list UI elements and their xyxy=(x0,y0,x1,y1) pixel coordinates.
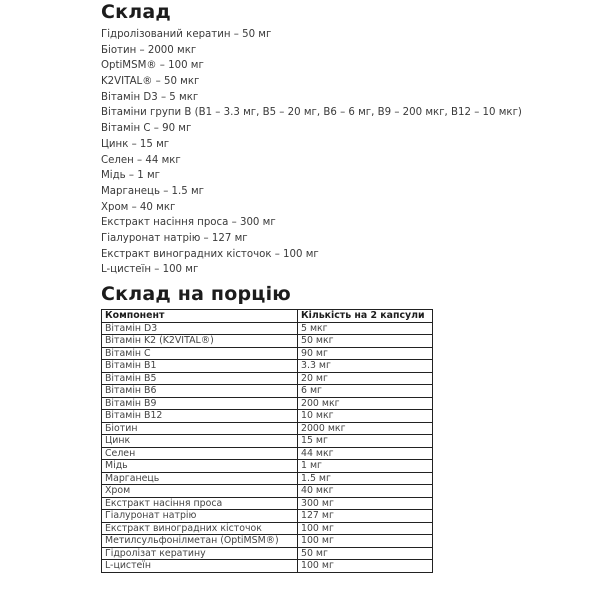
table-row xyxy=(102,410,433,423)
table-row xyxy=(102,510,433,523)
component-cell: Гідролізат кератину xyxy=(102,547,298,560)
composition-heading: Склад xyxy=(101,1,171,23)
component-cell: Екстракт насіння проса xyxy=(102,497,298,510)
table-row xyxy=(102,435,433,448)
ingredient-item: L-цистеїн – 100 мг xyxy=(101,264,199,276)
component-cell: Гіалуронат натрію xyxy=(102,510,298,523)
table-row xyxy=(102,397,433,410)
ingredient-item: Гідролізований кератин – 50 мг xyxy=(101,29,272,40)
component-cell: Екстракт виноградних кісточок xyxy=(102,522,298,535)
table-row xyxy=(102,322,433,335)
amount-cell: 200 мкг xyxy=(298,397,433,410)
ingredient-item: Селен – 44 мкг xyxy=(101,154,181,166)
serving-composition-heading: Склад на порцію xyxy=(101,283,291,305)
table-header-row xyxy=(102,310,433,323)
ingredient-item: Марганець – 1.5 мг xyxy=(101,185,205,197)
ingredient-item: Цинк – 15 мг xyxy=(101,138,170,150)
amount-cell: 50 мг xyxy=(298,547,433,560)
amount-cell: 44 мкг xyxy=(298,447,433,460)
table-row xyxy=(102,560,433,573)
amount-cell: 127 мг xyxy=(298,510,433,523)
component-cell: Метилсульфонілметан (OptiMSM®) xyxy=(102,535,298,548)
amount-cell: 5 мкг xyxy=(298,322,433,335)
amount-cell: 6 мг xyxy=(298,385,433,398)
column-header-amount: Кількість на 2 капсули xyxy=(298,310,433,323)
amount-cell: 40 мкг xyxy=(298,485,433,498)
amount-cell: 100 мг xyxy=(298,560,433,573)
ingredient-item: Вітаміни групи B (B1 – 3.3 мг, B5 – 20 мг, B6 – 6 мг, B9 – 200 мкг, B12 – 10 мкг) xyxy=(101,107,522,119)
amount-cell: 300 мг xyxy=(298,497,433,510)
table-row xyxy=(102,522,433,535)
table-row xyxy=(102,372,433,385)
ingredient-item: OptiMSM® – 100 мг xyxy=(101,60,204,72)
amount-cell: 100 мг xyxy=(298,522,433,535)
amount-cell: 20 мг xyxy=(298,372,433,385)
component-cell: Цинк xyxy=(102,435,298,448)
component-cell: Вітамін K2 (K2VITAL®) xyxy=(102,335,298,348)
ingredient-item: Біотин – 2000 мкг xyxy=(101,44,197,56)
component-cell: Мідь xyxy=(102,460,298,473)
table-row xyxy=(102,460,433,473)
component-cell: Хром xyxy=(102,485,298,498)
table-row xyxy=(102,497,433,510)
ingredient-item: Гіалуронат натрію – 127 мг xyxy=(101,232,248,244)
serving-table xyxy=(101,309,433,573)
ingredient-item: Екстракт насіння проса – 300 мг xyxy=(101,217,276,229)
table-row xyxy=(102,485,433,498)
component-cell: Вітамін B6 xyxy=(102,385,298,398)
amount-cell: 3.3 мг xyxy=(298,360,433,373)
table-row xyxy=(102,447,433,460)
component-cell: Вітамін C xyxy=(102,347,298,360)
table-row xyxy=(102,535,433,548)
table-row xyxy=(102,472,433,485)
component-cell: Вітамін B1 xyxy=(102,360,298,373)
component-cell: Вітамін B12 xyxy=(102,410,298,423)
amount-cell: 1.5 мг xyxy=(298,472,433,485)
ingredient-item: Вітамін C – 90 мг xyxy=(101,123,192,135)
ingredient-list xyxy=(101,27,522,278)
amount-cell: 50 мкг xyxy=(298,335,433,348)
ingredient-item: Мідь – 1 мг xyxy=(101,170,160,182)
component-cell: Біотин xyxy=(102,422,298,435)
ingredient-item: K2VITAL® – 50 мкг xyxy=(101,76,200,88)
amount-cell: 2000 мкг xyxy=(298,422,433,435)
ingredient-item: Екстракт виноградних кісточок – 100 мг xyxy=(101,248,319,260)
amount-cell: 100 мг xyxy=(298,535,433,548)
amount-cell: 15 мг xyxy=(298,435,433,448)
component-cell: Селен xyxy=(102,447,298,460)
ingredient-item: Хром – 40 мкг xyxy=(101,201,176,213)
table-row xyxy=(102,385,433,398)
amount-cell: 90 мг xyxy=(298,347,433,360)
column-header-component: Компонент xyxy=(102,310,298,323)
table-row xyxy=(102,335,433,348)
amount-cell: 1 мг xyxy=(298,460,433,473)
table-row xyxy=(102,347,433,360)
table-row xyxy=(102,422,433,435)
component-cell: Вітамін B5 xyxy=(102,372,298,385)
amount-cell: 10 мкг xyxy=(298,410,433,423)
ingredient-item: Вітамін D3 – 5 мкг xyxy=(101,91,199,103)
component-cell: Вітамін B9 xyxy=(102,397,298,410)
component-cell: L-цистеїн xyxy=(102,560,298,573)
table-row xyxy=(102,547,433,560)
table-row xyxy=(102,360,433,373)
component-cell: Марганець xyxy=(102,472,298,485)
component-cell: Вітамін D3 xyxy=(102,322,298,335)
